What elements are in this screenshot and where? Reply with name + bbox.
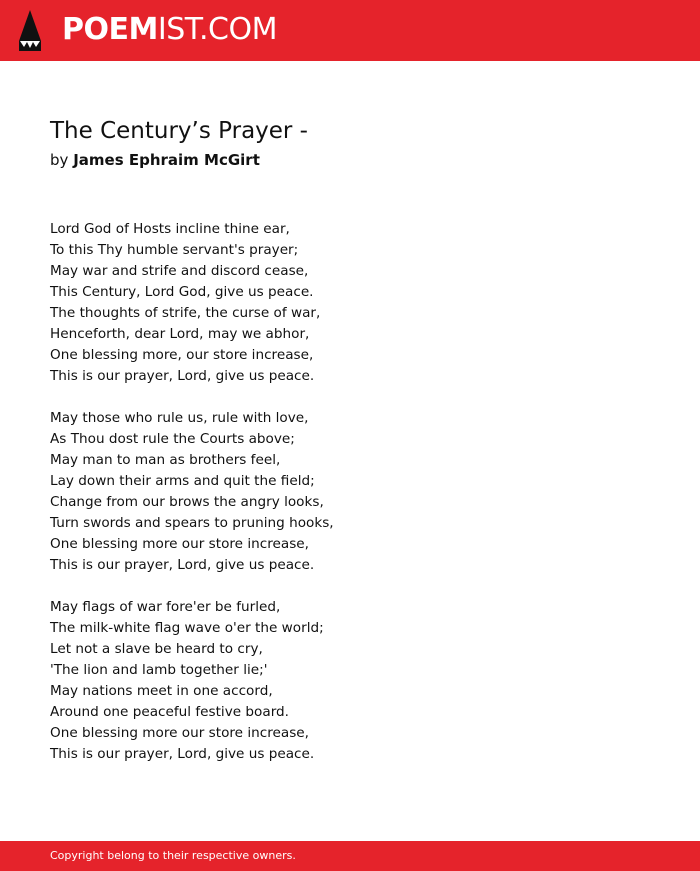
- brand-light-text: IST.COM: [157, 12, 277, 47]
- poem-line: The thoughts of strife, the curse of war,: [50, 305, 321, 321]
- poem-title: The Century’s Prayer -: [50, 118, 308, 144]
- poem-line: This Century, Lord God, give us peace.: [50, 284, 314, 300]
- poem-line: May flags of war fore'er be furled,: [50, 599, 281, 615]
- brand-bold-text: POEM: [62, 12, 158, 47]
- poem-line: This is our prayer, Lord, give us peace.: [50, 746, 315, 762]
- poem-line: Lord God of Hosts incline thine ear,: [50, 221, 290, 237]
- poem-line: Lay down their arms and quit the field;: [50, 473, 315, 489]
- poem-stanza: [50, 219, 650, 387]
- site-logo-text[interactable]: [62, 12, 277, 48]
- poem-line: May man to man as brothers feel,: [50, 452, 281, 468]
- poem-line: Henceforth, dear Lord, may we abhor,: [50, 326, 310, 342]
- poem-line: Turn swords and spears to pruning hooks,: [50, 515, 334, 531]
- by-label: by: [50, 151, 69, 169]
- poem-line: The milk-white flag wave o'er the world;: [50, 620, 324, 636]
- poem-line: 'The lion and lamb together lie;': [50, 662, 268, 678]
- poem-line: Around one peaceful festive board.: [50, 704, 290, 720]
- author-name: James Ephraim McGirt: [73, 151, 260, 169]
- poem-stanza: [50, 408, 650, 576]
- poem-line: Let not a slave be heard to cry,: [50, 641, 263, 657]
- poem-line: This is our prayer, Lord, give us peace.: [50, 368, 315, 384]
- site-footer: [0, 841, 700, 871]
- poem-line: To this Thy humble servant's prayer;: [50, 242, 299, 258]
- poem-line: As Thou dost rule the Courts above;: [50, 431, 295, 447]
- site-header: [0, 0, 700, 61]
- poem-line: Change from our brows the angry looks,: [50, 494, 324, 510]
- poem-stanza: [50, 597, 650, 765]
- pencil-tip-icon[interactable]: [18, 10, 42, 51]
- poem-line: One blessing more, our store increase,: [50, 347, 314, 363]
- poem-line: One blessing more our store increase,: [50, 536, 309, 552]
- poem-line: May war and strife and discord cease,: [50, 263, 309, 279]
- poem-line: This is our prayer, Lord, give us peace.: [50, 557, 315, 573]
- poem-line: One blessing more our store increase,: [50, 725, 309, 741]
- poem-body: [50, 219, 650, 786]
- copyright-text: Copyright belong to their respective owners.: [50, 849, 296, 862]
- poem-line: May nations meet in one accord,: [50, 683, 273, 699]
- poem-line: May those who rule us, rule with love,: [50, 410, 309, 426]
- poem-byline: [50, 150, 260, 170]
